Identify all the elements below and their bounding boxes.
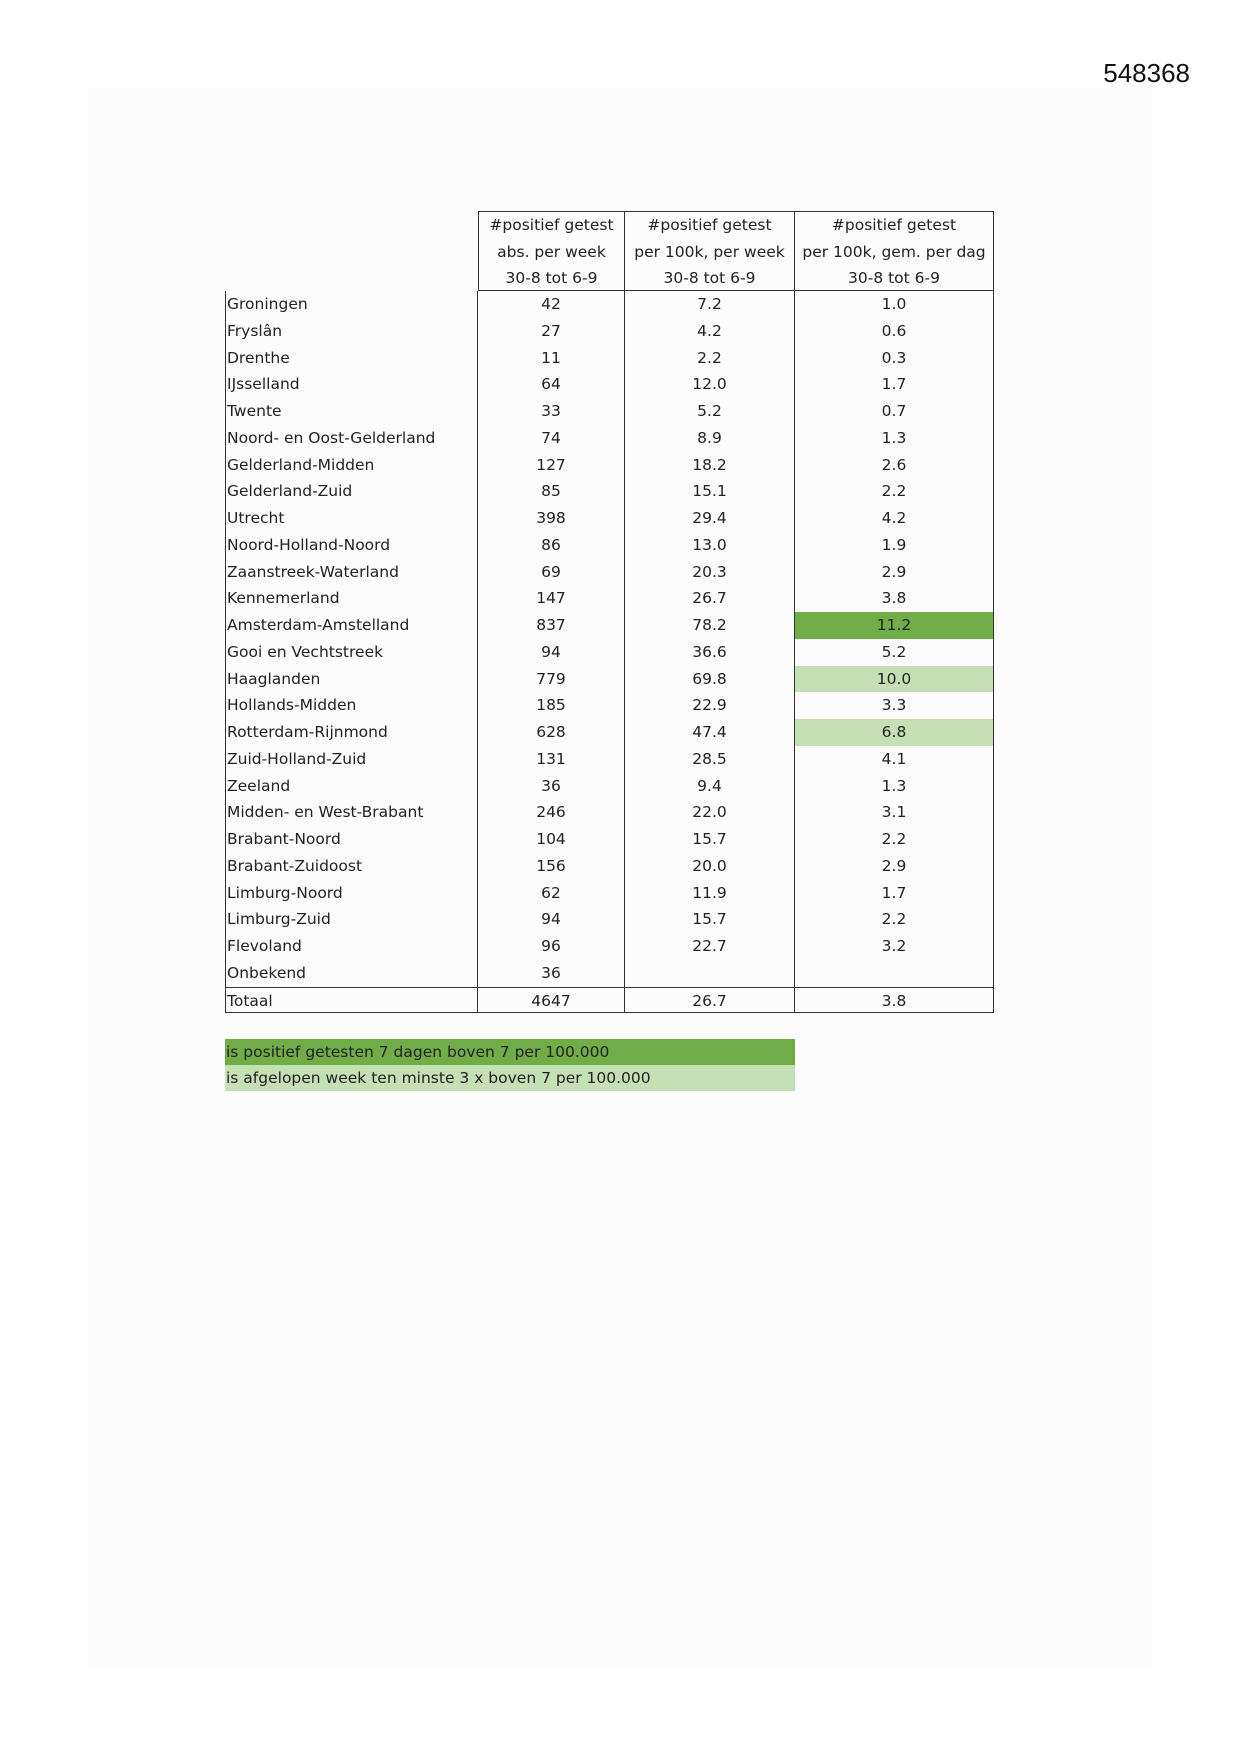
- abs-per-week-value: 42: [478, 291, 625, 318]
- table-row: [225, 559, 994, 586]
- region-name: Noord-Holland-Noord: [225, 532, 478, 559]
- abs-per-week-value: 62: [478, 880, 625, 907]
- region-name: IJsselland: [225, 371, 478, 398]
- table-row: [225, 880, 994, 907]
- per100k-day-value: 2.2: [795, 826, 994, 853]
- abs-per-week-value: 779: [478, 666, 625, 693]
- abs-per-week-value: 85: [478, 478, 625, 505]
- table-row: [225, 719, 994, 746]
- abs-per-week-value: 36: [478, 773, 625, 800]
- region-name: Utrecht: [225, 505, 478, 532]
- table-row: [225, 478, 994, 505]
- document-number: 548368: [1103, 58, 1190, 88]
- per100k-week-value: 22.9: [625, 692, 795, 719]
- per100k-week-value: 13.0: [625, 532, 795, 559]
- per100k-day-value: 3.1: [795, 799, 994, 826]
- per100k-day-value: 0.6: [795, 318, 994, 345]
- table-row: [225, 773, 994, 800]
- abs-per-week-value: 36: [478, 960, 625, 987]
- per100k-day-value: 3.2: [795, 933, 994, 960]
- table-row: [225, 666, 994, 693]
- total-per100k-day-value: 3.8: [795, 987, 994, 1014]
- per100k-week-value: 2.2: [625, 345, 795, 372]
- abs-per-week-value: 27: [478, 318, 625, 345]
- region-name: Zeeland: [225, 773, 478, 800]
- per100k-day-value: 1.9: [795, 532, 994, 559]
- legend: [225, 1039, 795, 1091]
- table-row: [225, 746, 994, 773]
- header-abs-per-week: [478, 211, 625, 291]
- region-name: Fryslân: [225, 318, 478, 345]
- abs-per-week-value: 94: [478, 639, 625, 666]
- per100k-day-value: 1.3: [795, 773, 994, 800]
- region-name: Gooi en Vechtstreek: [225, 639, 478, 666]
- per100k-day-value: 2.2: [795, 478, 994, 505]
- per100k-week-value: 69.8: [625, 666, 795, 693]
- per100k-week-value: 12.0: [625, 371, 795, 398]
- per100k-day-value: 4.1: [795, 746, 994, 773]
- per100k-week-value: 29.4: [625, 505, 795, 532]
- header-line: per 100k, gem. per dag: [802, 242, 986, 261]
- region-name: Hollands-Midden: [225, 692, 478, 719]
- table-row: [225, 345, 994, 372]
- abs-per-week-value: 628: [478, 719, 625, 746]
- abs-per-week-value: 69: [478, 559, 625, 586]
- abs-per-week-value: 64: [478, 371, 625, 398]
- region-name: Limburg-Noord: [225, 880, 478, 907]
- region-name: Onbekend: [225, 960, 478, 987]
- table-row: [225, 291, 994, 318]
- region-name: Groningen: [225, 291, 478, 318]
- per100k-day-value: 5.2: [795, 639, 994, 666]
- table-row: [225, 371, 994, 398]
- per100k-week-value: 22.0: [625, 799, 795, 826]
- per100k-week-value: 8.9: [625, 425, 795, 452]
- region-name: Gelderland-Midden: [225, 452, 478, 479]
- per100k-week-value: 9.4: [625, 773, 795, 800]
- region-name: Gelderland-Zuid: [225, 478, 478, 505]
- abs-per-week-value: 74: [478, 425, 625, 452]
- per100k-week-value: 47.4: [625, 719, 795, 746]
- legend-item-light-green: is afgelopen week ten minste 3 x boven 7 per 100.000: [225, 1065, 795, 1091]
- per100k-week-value: 5.2: [625, 398, 795, 425]
- abs-per-week-value: 185: [478, 692, 625, 719]
- table-row: [225, 933, 994, 960]
- total-per100k-week-value: 26.7: [625, 987, 795, 1014]
- table-row: [225, 612, 994, 639]
- header-line: #positief getest: [489, 216, 614, 234]
- region-name: Brabant-Noord: [225, 826, 478, 853]
- abs-per-week-value: 33: [478, 398, 625, 425]
- table-row: [225, 425, 994, 452]
- region-name: Flevoland: [225, 933, 478, 960]
- abs-per-week-value: 94: [478, 906, 625, 933]
- table-row: [225, 692, 994, 719]
- table-row: [225, 318, 994, 345]
- per100k-week-value: 26.7: [625, 585, 795, 612]
- per100k-day-value: 2.2: [795, 906, 994, 933]
- per100k-day-value: 0.7: [795, 398, 994, 425]
- per100k-day-value: 6.8: [795, 719, 994, 746]
- table-row: [225, 639, 994, 666]
- total-abs-value: 4647: [478, 987, 625, 1014]
- table-row: [225, 853, 994, 880]
- per100k-week-value: 78.2: [625, 612, 795, 639]
- abs-per-week-value: 156: [478, 853, 625, 880]
- region-name: Midden- en West-Brabant: [225, 799, 478, 826]
- header-per100k-per-day: [795, 211, 994, 291]
- table-row: [225, 585, 994, 612]
- abs-per-week-value: 246: [478, 799, 625, 826]
- abs-per-week-value: 837: [478, 612, 625, 639]
- per100k-day-value: 2.9: [795, 559, 994, 586]
- total-label: Totaal: [225, 987, 478, 1014]
- per100k-day-value: 1.7: [795, 880, 994, 907]
- header-line: 30-8 tot 6-9: [505, 269, 598, 287]
- per100k-week-value: 36.6: [625, 639, 795, 666]
- abs-per-week-value: 398: [478, 505, 625, 532]
- region-name: Twente: [225, 398, 478, 425]
- region-name: Noord- en Oost-Gelderland: [225, 425, 478, 452]
- region-name: Zaanstreek-Waterland: [225, 559, 478, 586]
- per100k-week-value: 15.7: [625, 826, 795, 853]
- per100k-day-value: 1.0: [795, 291, 994, 318]
- abs-per-week-value: 11: [478, 345, 625, 372]
- per100k-week-value: 15.7: [625, 906, 795, 933]
- abs-per-week-value: 147: [478, 585, 625, 612]
- table-row: [225, 826, 994, 853]
- region-name: Kennemerland: [225, 585, 478, 612]
- header-line: #positief getest: [647, 216, 772, 234]
- header-line: abs. per week: [497, 242, 606, 261]
- per100k-day-value: 1.3: [795, 425, 994, 452]
- header-line: #positief getest: [831, 216, 957, 234]
- per100k-week-value: 4.2: [625, 318, 795, 345]
- table-row: [225, 398, 994, 425]
- per100k-week-value: 7.2: [625, 291, 795, 318]
- per100k-day-value: 3.3: [795, 692, 994, 719]
- table-row: [225, 505, 994, 532]
- per100k-week-value: 20.3: [625, 559, 795, 586]
- abs-per-week-value: 86: [478, 532, 625, 559]
- per100k-day-value: 10.0: [795, 666, 994, 693]
- region-name: Brabant-Zuidoost: [225, 853, 478, 880]
- header-line: 30-8 tot 6-9: [848, 269, 940, 287]
- per100k-week-value: 28.5: [625, 746, 795, 773]
- per100k-week-value: 20.0: [625, 853, 795, 880]
- per100k-week-value: 15.1: [625, 478, 795, 505]
- abs-per-week-value: 131: [478, 746, 625, 773]
- abs-per-week-value: 127: [478, 452, 625, 479]
- per100k-week-value: 22.7: [625, 933, 795, 960]
- table-row: [225, 906, 994, 933]
- region-name: Zuid-Holland-Zuid: [225, 746, 478, 773]
- per100k-day-value: 2.6: [795, 452, 994, 479]
- per100k-week-value: [625, 960, 795, 987]
- per100k-week-value: 18.2: [625, 452, 795, 479]
- total-row: [225, 987, 994, 1014]
- per100k-day-value: 1.7: [795, 371, 994, 398]
- region-name: Haaglanden: [225, 666, 478, 693]
- table-row: [225, 532, 994, 559]
- per100k-day-value: 3.8: [795, 585, 994, 612]
- abs-per-week-value: 96: [478, 933, 625, 960]
- per100k-day-value: 4.2: [795, 505, 994, 532]
- region-name: Amsterdam-Amstelland: [225, 612, 478, 639]
- legend-item-dark-green: is positief getesten 7 dagen boven 7 per 100.000: [225, 1039, 795, 1065]
- per100k-day-value: 2.9: [795, 853, 994, 880]
- abs-per-week-value: 104: [478, 826, 625, 853]
- region-name: Rotterdam-Rijnmond: [225, 719, 478, 746]
- per100k-week-value: 11.9: [625, 880, 795, 907]
- table-row: [225, 452, 994, 479]
- per100k-day-value: [795, 960, 994, 987]
- region-name: Limburg-Zuid: [225, 906, 478, 933]
- table-row: [225, 799, 994, 826]
- per100k-day-value: 0.3: [795, 345, 994, 372]
- region-name: Drenthe: [225, 345, 478, 372]
- header-line: per 100k, per week: [634, 242, 785, 261]
- header-line: 30-8 tot 6-9: [663, 269, 756, 287]
- per100k-day-value: 11.2: [795, 612, 994, 639]
- table-row: [225, 960, 994, 987]
- header-per100k-per-week: [625, 211, 795, 291]
